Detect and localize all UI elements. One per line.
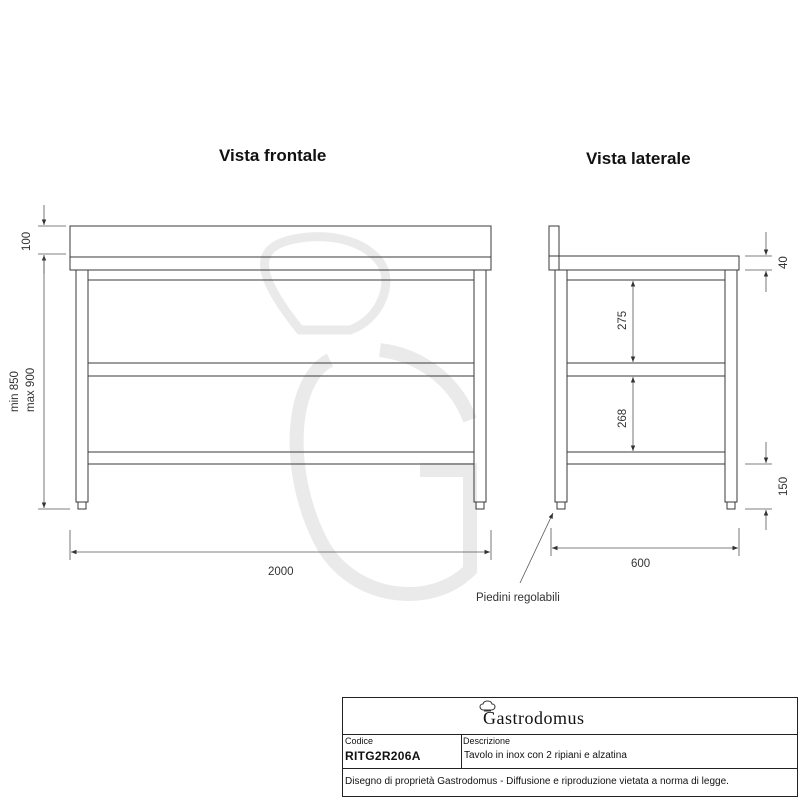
dim-depth-label: 600 [631, 558, 651, 570]
dim-upstand-side [745, 232, 790, 292]
description-cell [461, 734, 797, 768]
title-block [342, 697, 798, 797]
dim-height-min-label: min 850 [9, 371, 21, 412]
brand-logo: Gastrodomus [483, 708, 585, 728]
copyright-notice: Disegno di proprietà Gastrodomus - Diffusione e riproduzione vietata a norma di legge. [345, 776, 729, 787]
side-middle-shelf [567, 363, 725, 376]
feet-annotation: Piedini regolabili [476, 592, 560, 604]
dim-height [9, 256, 70, 509]
dim-shelf-gap-lower-label: 268 [617, 408, 629, 428]
side-worktop [549, 256, 739, 270]
front-worktop [70, 257, 491, 270]
dim-upstand-side-label: 40 [778, 256, 790, 269]
side-top-rail [567, 270, 725, 280]
dim-shelf-gap-upper-label: 275 [617, 310, 629, 330]
dim-bottom-shelf-height-label: 150 [778, 476, 790, 496]
code-label: Codice [345, 736, 374, 746]
side-leg-left [555, 270, 567, 502]
front-leg-left [76, 270, 88, 502]
title-block-footer [343, 768, 797, 797]
dim-upstand-front [21, 205, 66, 274]
description-value: Tavolo in inox con 2 ripiani e alzatina [464, 750, 627, 761]
dim-length [70, 530, 491, 578]
dim-shelf-gap-upper [617, 281, 633, 362]
side-view-title: Vista laterale [586, 149, 691, 168]
side-foot-right [727, 502, 735, 509]
front-top-rail [88, 270, 474, 280]
side-foot-left [557, 502, 565, 509]
title-block-header [343, 698, 797, 735]
feet-leader [476, 513, 560, 604]
dim-length-label: 2000 [268, 566, 294, 578]
front-bottom-shelf [88, 452, 474, 464]
front-view-title: Vista frontale [219, 146, 327, 165]
watermark-logo [265, 237, 470, 594]
dim-bottom-shelf-height [745, 442, 790, 530]
front-foot-left [78, 502, 86, 509]
side-leg-right [725, 270, 737, 502]
code-value: RITG2R206A [345, 749, 421, 763]
front-foot-right [476, 502, 484, 509]
dim-shelf-gap-lower [617, 377, 633, 451]
side-upstand [549, 226, 559, 270]
dim-height-max-label: max 900 [25, 367, 37, 412]
side-view [549, 226, 739, 509]
code-cell [343, 734, 462, 768]
description-label: Descrizione [463, 736, 511, 746]
side-bottom-shelf [567, 452, 725, 464]
dim-upstand-front-label: 100 [21, 231, 33, 251]
dim-depth [551, 528, 739, 570]
